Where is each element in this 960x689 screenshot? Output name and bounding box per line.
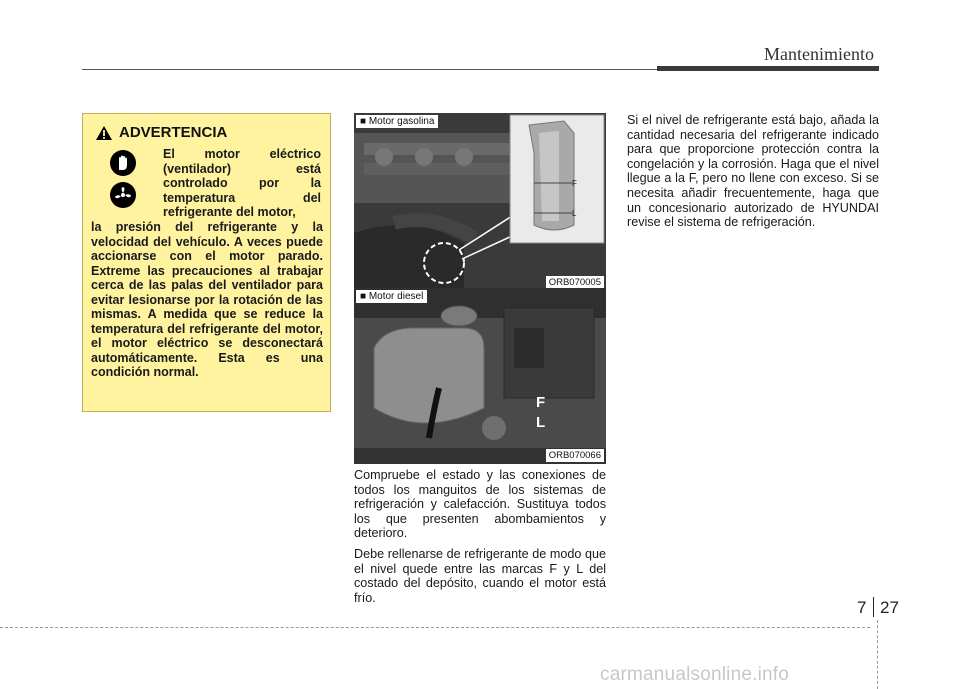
page-number-separator (873, 597, 874, 617)
stop-hand-icon (110, 150, 136, 176)
warning-header (95, 124, 227, 141)
watermark: carmanualsonline.info (600, 664, 790, 685)
chapter-number: 7 (857, 598, 867, 617)
middle-text-column (354, 468, 606, 611)
level-mark-f-diesel: F (536, 394, 546, 411)
photo-label-diesel: ■ Motor diesel (356, 290, 427, 303)
footer-vertical-rule (877, 620, 878, 689)
warning-icons (95, 146, 151, 216)
photo-label-gasoline: ■ Motor gasolina (356, 115, 438, 128)
gasoline-engine-illustration (354, 113, 606, 291)
header-rule (82, 69, 657, 70)
right-text-column (627, 113, 879, 230)
engine-photo-gasoline (354, 113, 606, 291)
warning-title: ADVERTENCIA (119, 124, 228, 141)
level-mark-l: L (572, 209, 577, 218)
header-accent-bar (657, 66, 879, 71)
level-mark-l-diesel: L (536, 414, 546, 431)
warning-text-body: la presión del refrigerante y la velocidad del vehículo. A veces puede accionarse con el motor parado. Extreme las precauciones al trabajar cerca de las palas del ventilador para evitar lesionarse por la rotación de las mismas. A medida que se reduce la temperatura del refrigerante del motor, el motor eléctrico se desconectará automáticamente. Esta es una condición normal. (91, 220, 323, 379)
footer-dashed-rule (0, 627, 870, 628)
paragraph-low-level: Si el nivel de refrigerante está bajo, añada la cantidad necesaria del refrigerante indicado para que proporcione protección contra la congelación y la corrosión. Haga que el nivel llegue a la F, pero no llene con exceso. Si se necesita añadir frecuentemente, haga que un concesionario autorizado de HYUNDAI revise el sistema de refrigeración. (627, 113, 879, 230)
fan-hazard-icon (110, 182, 136, 208)
photo-code-diesel: ORB070066 (546, 449, 604, 462)
warning-triangle-icon (95, 125, 113, 141)
paragraph-level: Debe rellenarse de refrigerante de modo que el nivel quede entre las marcas F y L del costado del depósito, cuando el motor está frío. (354, 546, 606, 605)
photo-code-gasoline: ORB070005 (546, 276, 604, 289)
diesel-engine-illustration (354, 288, 606, 464)
page-number: 27 (880, 598, 899, 617)
paragraph-hoses: Compruebe el estado y las conexiones de todos los manguitos de los sistemas de refrigeración y calefacción. Sustituya todos los que presenten abombamientos y deterioro. (354, 468, 606, 541)
warning-text-intro: El motor eléctrico (ventilador) está controlado por la temperatura del refrigerante del motor, (163, 147, 321, 219)
engine-photo-diesel (354, 288, 606, 464)
level-mark-f: F (572, 179, 577, 188)
warning-box (82, 113, 331, 412)
page-section-title: Mantenimiento (764, 44, 874, 64)
